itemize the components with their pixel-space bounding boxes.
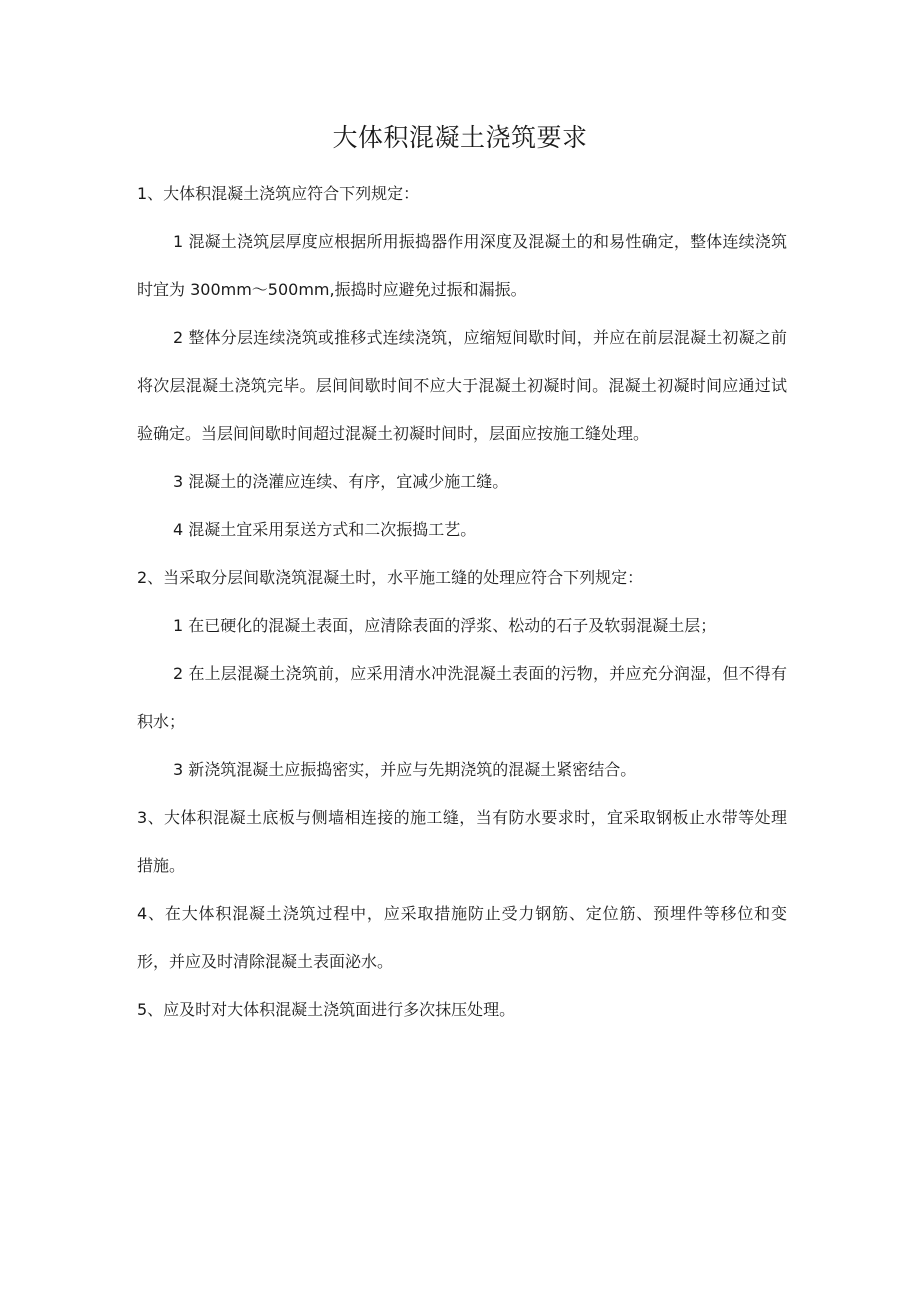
clause-4: 4、在大体积混凝土浇筑过程中，应采取措施防止受力钢筋、定位筋、预埋件等移位和变形，并应及时清除混凝土表面泌水。 <box>137 904 787 971</box>
clause-1-item-4: 4 混凝土宜采用泵送方式和二次振捣工艺。 <box>173 520 477 539</box>
clause-1-item-1: 1 混凝土浇筑层厚度应根据所用振捣器作用深度及混凝土的和易性确定，整体连续浇筑时宜为 300mm～500mm,振捣时应避免过振和漏振。 <box>137 232 787 299</box>
clause-2-heading: 2、当采取分层间歇浇筑混凝土时，水平施工缝的处理应符合下列规定： <box>137 568 644 587</box>
clause-2-item-3: 3 新浇筑混凝土应振捣密实，并应与先期浇筑的混凝土紧密结合。 <box>173 760 637 779</box>
document-title: 大体积混凝土浇筑要求 <box>332 123 588 152</box>
document-body <box>137 170 787 1034</box>
clause-2-item-1: 1 在已硬化的混凝土表面，应清除表面的浮浆、松动的石子及软弱混凝土层； <box>173 616 717 635</box>
clause-3: 3、大体积混凝土底板与侧墙相连接的施工缝，当有防水要求时，宜采取钢板止水带等处理措施。 <box>137 808 787 875</box>
clause-1-heading: 1、大体积混凝土浇筑应符合下列规定： <box>137 184 420 203</box>
clause-5: 5、应及时对大体积混凝土浇筑面进行多次抹压处理。 <box>137 1000 516 1019</box>
clause-1-item-2: 2 整体分层连续浇筑或推移式连续浇筑，应缩短间歇时间，并应在前层混凝土初凝之前将次层混凝土浇筑完毕。层间间歇时间不应大于混凝土初凝时间。混凝土初凝时间应通过试验确定。当层间间歇时间超过混凝土初凝时间时，层面应按施工缝处理。 <box>137 328 787 443</box>
clause-1-item-3: 3 混凝土的浇灌应连续、有序，宜减少施工缝。 <box>173 472 509 491</box>
clause-2-item-2: 2 在上层混凝土浇筑前，应采用清水冲洗混凝土表面的污物，并应充分润湿，但不得有积水； <box>137 664 787 731</box>
